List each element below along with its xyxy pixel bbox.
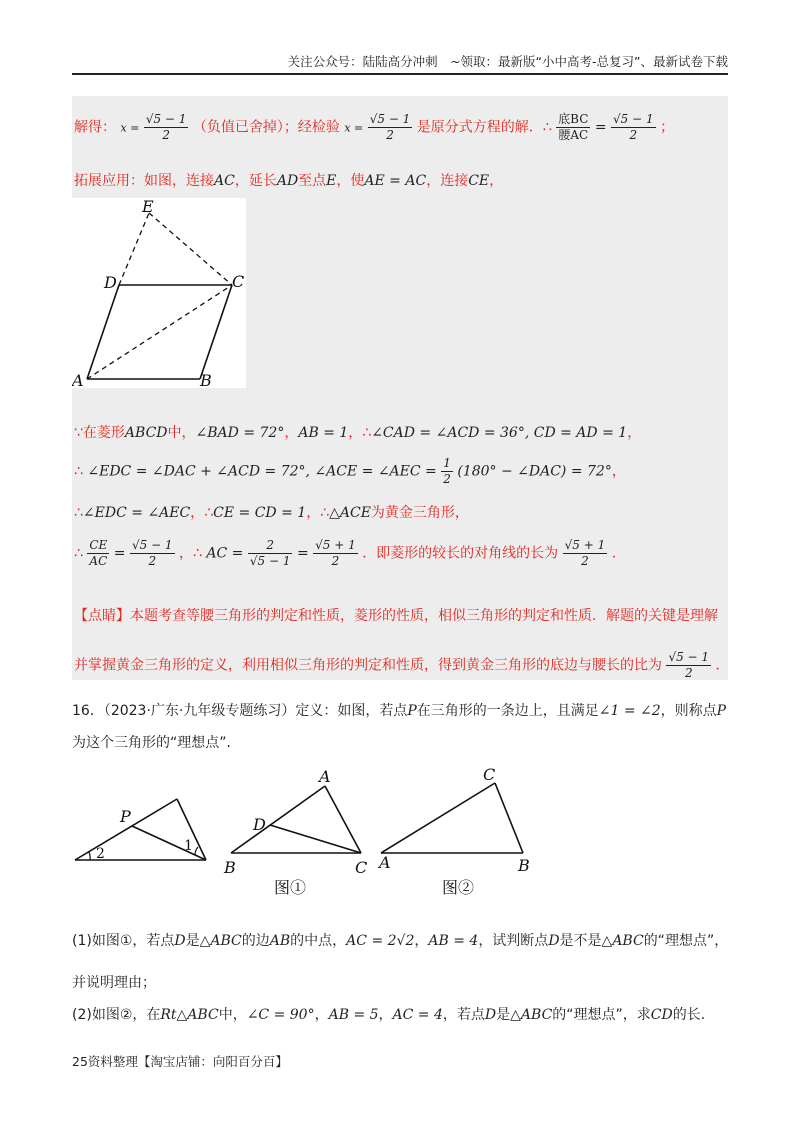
fraction bbox=[611, 112, 656, 143]
label-c: C bbox=[355, 858, 368, 877]
comment-line-2 bbox=[74, 650, 730, 681]
fraction bbox=[87, 538, 109, 569]
math: AB = 5 bbox=[328, 1007, 379, 1023]
text: 中， bbox=[167, 425, 196, 441]
figure-1-caption: 图① bbox=[274, 878, 307, 897]
segment-bc bbox=[200, 285, 232, 379]
text: 的边 bbox=[241, 933, 270, 949]
math: = bbox=[594, 119, 607, 136]
math: = bbox=[113, 545, 126, 562]
text: ∴ bbox=[74, 505, 83, 521]
text: ， bbox=[611, 463, 626, 480]
math: AD bbox=[276, 173, 299, 189]
frac-num: √5 − 1 bbox=[613, 112, 654, 126]
frac-den: AC bbox=[89, 554, 108, 568]
text: ． bbox=[611, 545, 626, 562]
text: 是 bbox=[185, 933, 200, 949]
text: ．即菱形的较长的对角线的长为 bbox=[362, 545, 559, 562]
segment bbox=[495, 783, 523, 853]
question-part-1 bbox=[72, 930, 728, 950]
frac-num: √5 − 1 bbox=[131, 538, 173, 552]
text: ，∴ bbox=[190, 505, 214, 521]
segment bbox=[231, 786, 325, 853]
math: ∠EDC = ∠AEC bbox=[82, 505, 191, 521]
math: AC bbox=[214, 173, 235, 189]
footer-text: 资料整理【淘宝店铺：向阳百分百】 bbox=[87, 1054, 288, 1069]
text: ， bbox=[489, 173, 504, 189]
question-line-1 bbox=[72, 700, 726, 720]
solution-line-2 bbox=[74, 170, 503, 190]
angle-2-arc bbox=[89, 852, 90, 860]
math: △ABC bbox=[199, 933, 242, 949]
text: 中， bbox=[218, 1007, 247, 1023]
frac-den: 2 bbox=[386, 128, 394, 142]
math: CE = CD = 1 bbox=[213, 505, 307, 521]
text: ，则称点 bbox=[660, 703, 717, 719]
text: ， bbox=[414, 933, 429, 949]
solution-line-4 bbox=[74, 456, 626, 487]
math: Rt△ABC bbox=[160, 1007, 219, 1023]
math: ABCD bbox=[124, 425, 168, 441]
text: ∴ bbox=[74, 545, 83, 562]
text: （负值已舍掉）；经检验 bbox=[192, 119, 340, 136]
text: 在三角形的一条边上，且满足 bbox=[416, 703, 599, 719]
text: ，∴ bbox=[348, 425, 372, 441]
frac-num: √5 − 1 bbox=[668, 650, 710, 664]
frac-num: CE bbox=[89, 538, 108, 552]
math: △ABC bbox=[510, 1007, 553, 1023]
label-d: D bbox=[253, 815, 266, 834]
label-angle-2: 2 bbox=[96, 846, 105, 862]
text: 拓展应用：如图，连接 bbox=[74, 173, 214, 189]
text: 16．（2023·广东·九年级专题练习）定义：如图，若点 bbox=[72, 703, 408, 719]
fraction bbox=[563, 538, 608, 569]
math: △ACE bbox=[329, 505, 371, 521]
math: x = bbox=[120, 121, 140, 135]
frac-den: 2 bbox=[629, 128, 638, 142]
math: AC = bbox=[206, 545, 244, 562]
math: x = bbox=[344, 121, 364, 135]
math: ∠EDC = ∠DAC + ∠ACD = 72°, ∠ACE = ∠AEC = bbox=[87, 463, 437, 480]
frac-num: √5 − 1 bbox=[369, 112, 411, 126]
segment-da bbox=[87, 285, 119, 379]
text: ，连接 bbox=[426, 173, 469, 189]
text: ． bbox=[715, 657, 730, 674]
segment-ec-dashed bbox=[149, 213, 232, 285]
math: ∠C = 90° bbox=[246, 1007, 315, 1023]
text: ， bbox=[378, 1007, 393, 1023]
math: D bbox=[174, 933, 186, 949]
fraction bbox=[368, 112, 413, 143]
page-header: 关注公众号：陆陆高分冲刺 ~领取：最新版“小中高考-总复习”、最新试卷下载 bbox=[287, 54, 728, 69]
fraction bbox=[666, 650, 711, 681]
figure-2 bbox=[377, 765, 530, 897]
frac-den: 2 bbox=[581, 554, 589, 568]
question-line-2: 为这个三角形的“理想点”． bbox=[72, 735, 241, 751]
rhombus-figure bbox=[72, 198, 246, 388]
text: 为黄金三角形， bbox=[370, 505, 469, 521]
figure-2-caption: 图② bbox=[442, 878, 475, 897]
label-c: C bbox=[483, 765, 496, 784]
text: ，∴ bbox=[306, 505, 330, 521]
rhombus-diagram bbox=[72, 198, 246, 388]
math: CE bbox=[468, 173, 490, 189]
header-rule bbox=[72, 73, 728, 75]
frac-num: √5 + 1 bbox=[315, 538, 356, 552]
frac-num: 底BC bbox=[558, 112, 589, 126]
label-d: D bbox=[104, 273, 117, 292]
math: ∠BAD = 72° bbox=[195, 425, 285, 441]
frac-den: 腰AC bbox=[558, 128, 589, 142]
math: = bbox=[296, 545, 309, 562]
fraction bbox=[130, 538, 175, 569]
frac-den: 2 bbox=[162, 128, 170, 142]
figure-ideal-point bbox=[75, 799, 206, 862]
frac-den: √5 − 1 bbox=[249, 554, 291, 568]
frac-den: 2 bbox=[684, 666, 693, 680]
math: AB = 4 bbox=[428, 933, 479, 949]
question-part-2 bbox=[72, 1004, 705, 1024]
label-a: A bbox=[72, 371, 84, 388]
frac-num: 2 bbox=[248, 538, 293, 554]
text: 的“理想点”， bbox=[643, 933, 729, 949]
text: ，若点 bbox=[442, 1007, 485, 1023]
text: (1)如图①，若点 bbox=[72, 933, 175, 949]
label-e: E bbox=[142, 198, 154, 216]
text: 是不是 bbox=[559, 933, 602, 949]
text: ∵在菱形 bbox=[74, 425, 125, 441]
math: P bbox=[716, 703, 727, 719]
question-part-1b: 并说明理由； bbox=[72, 975, 156, 991]
text: ， bbox=[627, 425, 642, 441]
fraction bbox=[313, 538, 358, 569]
math: AE = AC bbox=[364, 173, 427, 189]
page-number: 25 bbox=[72, 1054, 88, 1069]
text: 是原分式方程的解．∴ bbox=[416, 119, 552, 136]
text: ， bbox=[314, 1007, 329, 1023]
math: (180° − ∠DAC) = 72° bbox=[457, 463, 612, 480]
solution-line-5 bbox=[74, 502, 469, 522]
text: ∴ bbox=[74, 463, 83, 480]
label-c: C bbox=[232, 272, 245, 291]
math: AB bbox=[269, 933, 291, 949]
fraction bbox=[556, 112, 590, 143]
comment-line-1: 【点睛】本题考查等腰三角形的判定和性质，菱形的性质，相似三角形的判定和性质．解题的关键是理解 bbox=[74, 608, 718, 624]
frac-num: √5 − 1 bbox=[145, 112, 187, 126]
text: 至点 bbox=[298, 173, 327, 189]
solution-line-3 bbox=[74, 422, 641, 442]
text: ，延长 bbox=[234, 173, 277, 189]
text: ， bbox=[284, 425, 299, 441]
frac-den: 2 bbox=[331, 554, 340, 568]
math: AB = 1 bbox=[298, 425, 349, 441]
text: 是 bbox=[496, 1007, 511, 1023]
text: 解得： bbox=[74, 119, 116, 136]
text: 并掌握黄金三角形的定义，利用相似三角形的判定和性质，得到黄金三角形的底边与腰长的比为 bbox=[74, 657, 662, 674]
math: ∠CAD = ∠ACD = 36°, CD = AD = 1 bbox=[371, 425, 628, 441]
text: 的“理想点”，求 bbox=[552, 1007, 651, 1023]
math: CD bbox=[650, 1007, 673, 1023]
frac-den: 2 bbox=[148, 554, 157, 568]
label-b: B bbox=[200, 371, 212, 388]
label-a: A bbox=[379, 853, 391, 872]
segment-ac-dashed bbox=[87, 285, 232, 379]
text: (2)如图②，在 bbox=[72, 1007, 161, 1023]
frac-num: √5 + 1 bbox=[564, 538, 606, 552]
label-angle-1: 1 bbox=[184, 838, 193, 854]
fraction bbox=[248, 538, 293, 569]
text: ； bbox=[660, 119, 675, 136]
math: ∠1 = ∠2 bbox=[598, 703, 661, 719]
frac-num: 1 bbox=[443, 456, 451, 470]
question-figures bbox=[72, 762, 552, 902]
segment bbox=[381, 783, 495, 853]
math: D bbox=[484, 1007, 497, 1023]
solution-line-1 bbox=[74, 112, 674, 143]
fraction bbox=[441, 456, 453, 487]
solution-line-6 bbox=[74, 538, 626, 569]
segment-de-dashed bbox=[119, 213, 149, 285]
label-b: B bbox=[224, 858, 236, 877]
math: AC = 4 bbox=[392, 1007, 443, 1023]
text: 的长. bbox=[672, 1007, 706, 1023]
label-a: A bbox=[319, 767, 331, 786]
text: 的中点， bbox=[290, 933, 347, 949]
math: D bbox=[548, 933, 560, 949]
math: △ABC bbox=[601, 933, 644, 949]
figure-1 bbox=[223, 767, 367, 897]
math: AC = 2√2 bbox=[346, 933, 415, 949]
page-footer bbox=[72, 1052, 288, 1070]
text: ，∴ bbox=[179, 545, 202, 562]
text: ，使 bbox=[336, 173, 365, 189]
math: P bbox=[407, 703, 417, 719]
text: ，试判断点 bbox=[478, 933, 549, 949]
label-b: B bbox=[518, 856, 530, 875]
angle-1-arc bbox=[195, 847, 198, 855]
math: E bbox=[326, 173, 337, 189]
label-p: P bbox=[120, 807, 131, 826]
frac-den: 2 bbox=[443, 472, 451, 486]
fraction bbox=[144, 112, 189, 143]
